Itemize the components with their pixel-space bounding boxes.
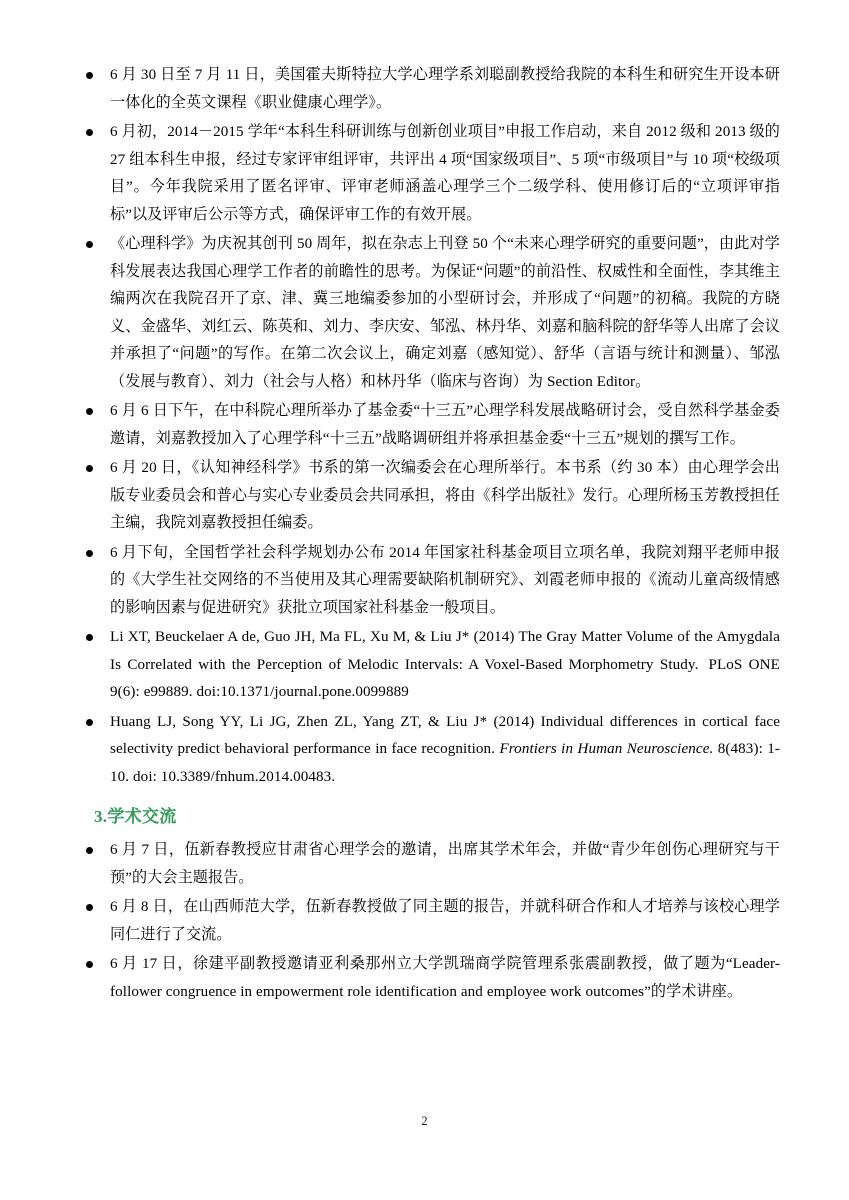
list-item <box>80 62 780 117</box>
list-item <box>80 231 780 396</box>
citation-huang-lj-2014-part1: Huang LJ, Song YY, Li JG, Zhen ZL, Yang ZT, & Liu J* (2014) Individual differences in cortical face selectivity predict behavioral performance in face recognition. <box>110 713 780 757</box>
list-item <box>80 837 780 892</box>
bullet-arizona-state-lecture-seg1: 6 月 17 日，徐建平副教授邀请亚利桑那州立大学凯瑞商学院管理系张震副教授，做了题为 <box>110 956 726 972</box>
bullet-course-liu-cong: 6 月 30 日至 7 月 11 日，美国霍夫斯特拉大学心理学系刘聪副教授给我院的本科生和研究生开设本研一体化的全英文课程《职业健康心理学》。 <box>110 67 780 111</box>
list-item <box>80 709 780 792</box>
list-item <box>80 624 780 707</box>
list-item <box>80 894 780 949</box>
bullet-arizona-state-lecture-seg3: 的学术讲座。 <box>650 983 743 1000</box>
citation-li-xt-2014-part1: Li XT, Beuckelaer A de, Guo JH, Ma FL, Xu M, & Liu J* (2014) The Gray Matter Volume of the Amygdala Is Correlated with the Perception of Melodic Intervals: A Voxel-Based Morphometry Study. <box>110 629 780 673</box>
list-item <box>80 455 780 538</box>
bullet-13th-five-year-plan: 6 月 6 日下午，在中科院心理所举办了基金委“十三五”心理学科发展战略研讨会，受自然科学基金委邀请，刘嘉教授加入了心理学科“十三五”战略调研组并将承担基金委“十三五”规划的撰写工作。 <box>110 403 780 447</box>
bullet-psychological-science-50th: 《心理科学》为庆祝其创刊 50 周年，拟在杂志上刊登 50 个“未来心理学研究的重要问题”，由此对学科发展表达我国心理学工作者的前瞻性的思考。为保证“问题”的前沿性、权威性和全面性，李其维主编两次在我院召开了京、津、冀三地编委参加的小型研讨会，并形成了“问题”的初稿。我院的方晓义、金盛华、刘红云、陈英和、刘力、李庆安、邹泓、林丹华、刘嘉和脑科院的舒华等人出席了会议并承担了“问题”的写作。在第二次会议上，确定刘嘉（感知觉）、舒华（言语与统计和测量）、邹泓（发展与教育）、刘力（社会与人格）和林丹华（临床与咨询）为 Section Editor。 <box>110 236 780 390</box>
research-items-list <box>80 62 780 791</box>
citation-li-xt-2014-part2: PLoS ONE 9(6): e99889. doi:10.1371/journal.pone.0099889 <box>110 656 780 700</box>
list-item <box>80 398 780 453</box>
bullet-national-social-science-fund: 6 月下旬，全国哲学社会科学规划办公布 2014 年国家社科基金项目立项名单，我院刘翔平老师申报的《大学生社交网络的不当使用及其心理需要缺陷机制研究》、刘霞老师申报的《流动儿童高级情感的影响因素与促进研究》获批立项国家社科基金一般项目。 <box>110 544 780 616</box>
bullet-shanxi-normal-university: 6 月 8 日，在山西师范大学，伍新春教授做了同主题的报告，并就科研合作和人才培养与该校心理学同仁进行了交流。 <box>110 899 780 943</box>
citation-huang-lj-2014-journal: Frontiers in Human Neuroscience. <box>499 741 714 757</box>
bullet-undergrad-research-program: 6 月初，2014－2015 学年“本科生科研训练与创新创业项目”申报工作启动，来自 2012 级和 2013 级的 27 组本科生申报，经过专家评审组评审，共评出 4 项“国家级项目”、5 项“市级项目”与 10 项“校级项目”。今年我院采用了匿名评审、评审老师涵盖心理学三个二级学科、使用修订后的“立项评审指标”以及评审后公示等方式，确保评审工作的有效开展。 <box>110 124 780 223</box>
page-number: 2 <box>421 1114 428 1128</box>
list-item <box>80 540 780 623</box>
bullet-gansu-psych-society: 6 月 7 日，伍新春教授应甘肃省心理学会的邀请，出席其学术年会，并做“青少年创伤心理研究与干预”的大会主题报告。 <box>110 842 780 886</box>
citation-huang-lj-2014-part2: 8(483): 1-10. doi: 10.3389/fnhum.2014.00483. <box>110 741 780 785</box>
bullet-arizona-state-lecture-seg2: “Leader-follower congruence in empowerment role identification and employee work outcomes” <box>110 956 780 1000</box>
list-item <box>80 119 780 229</box>
bullet-cognitive-neuroscience-series: 6 月 20 日，《认知神经科学》书系的第一次编委会在心理所举行。本书系（约 30 本）由心理学会出版专业委员会和普心与实心专业委员会共同承担，将由《科学出版社》发行。心理所杨玉芳教授担任主编，我院刘嘉教授担任编委。 <box>110 460 780 531</box>
academic-exchange-list <box>80 837 780 1006</box>
page-content <box>80 62 780 1008</box>
list-item <box>80 951 780 1006</box>
section-heading-academic-exchange: 3.学术交流 <box>94 807 177 826</box>
